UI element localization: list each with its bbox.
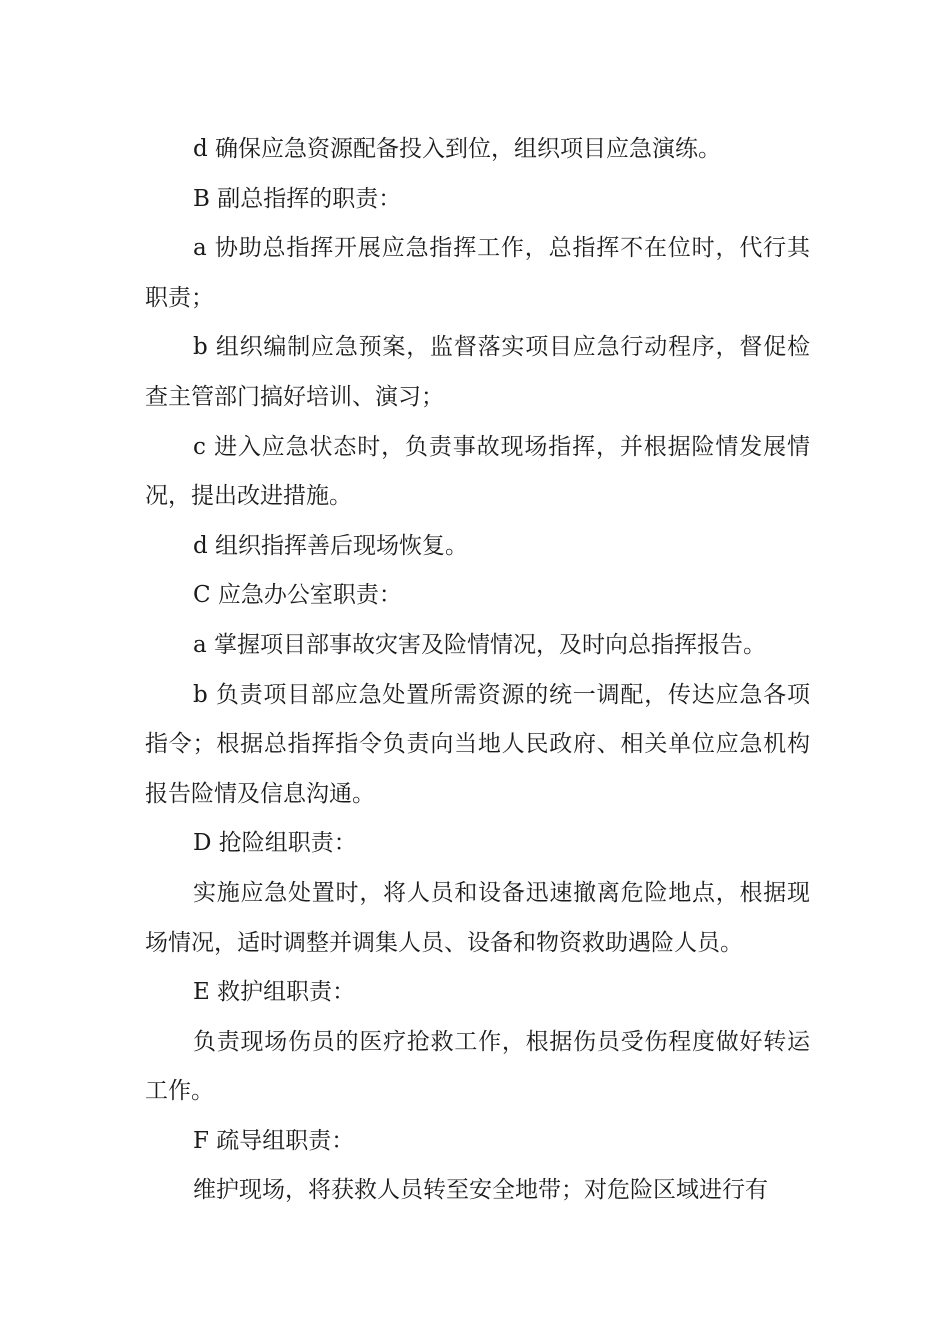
heading-rescue-team: D 抢险组职责： (193, 830, 357, 857)
heading-emergency-office: C 应急办公室职责： (193, 582, 402, 609)
heading-medical-team: E 救护组职责： (193, 979, 356, 1006)
paragraph-a-assist: a 协助总指挥开展应急指挥工作，总指挥不在位时，代行其职责； (145, 235, 810, 311)
paragraph-a-report: a 掌握项目部事故灾害及险情情况，及时向总指挥报告。 (193, 631, 767, 658)
body-text (145, 125, 810, 1216)
paragraph-b-plan: b 组织编制应急预案，监督落实项目应急行动程序，督促检查主管部门搞好培训、演习； (145, 334, 810, 410)
heading-deputy-commander: B 副总指挥的职责： (193, 185, 402, 212)
paragraph-b-dispatch: b 负责项目部应急处置所需资源的统一调配，传达应急各项指令；根据总指挥指令负责向当地人民政府、相关单位应急机构报告险情及信息沟通。 (145, 681, 810, 807)
paragraph-c-emergency-state: c 进入应急状态时，负责事故现场指挥，并根据险情发展情况，提出改进措施。 (145, 433, 810, 510)
paragraph-rescue-duties: 实施应急处置时，将人员和设备迅速撤离危险地点，根据现场情况，适时调整并调集人员、设备和物资救助遇险人员。 (145, 879, 810, 956)
paragraph-d-resources: d 确保应急资源配备投入到位，组织项目应急演练。 (193, 136, 722, 162)
paragraph-guidance-duties: 维护现场，将获救人员转至安全地带；对危险区域进行有 (193, 1177, 768, 1204)
paragraph-medical-duties: 负责现场伤员的医疗抢救工作，根据伤员受伤程度做好转运工作。 (145, 1028, 810, 1105)
heading-guidance-team: F 疏导组职责： (193, 1127, 355, 1154)
paragraph-d-recovery: d 组织指挥善后现场恢复。 (193, 532, 469, 559)
